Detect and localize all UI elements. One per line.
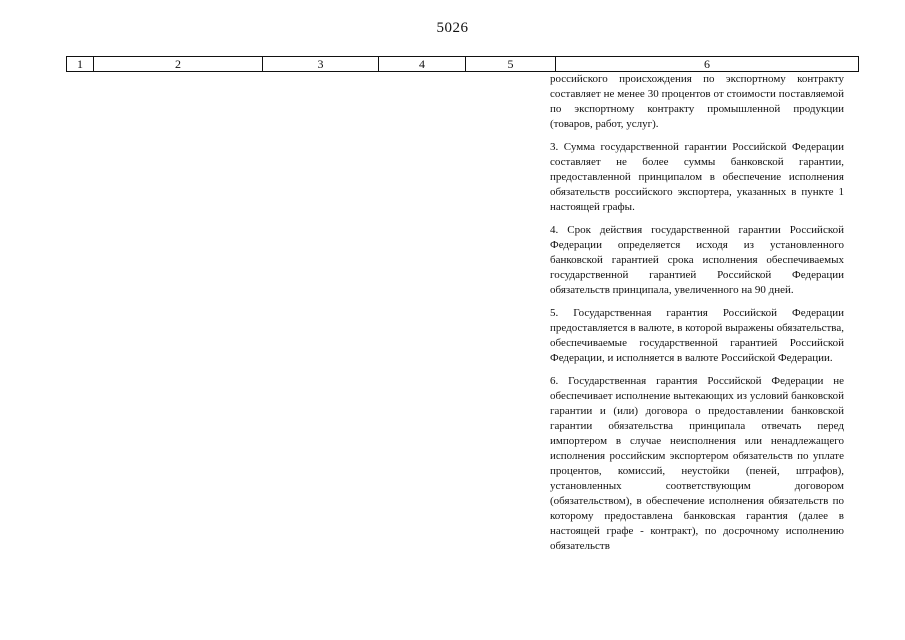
column-header-4: 4 <box>379 57 466 71</box>
table-header-row <box>66 56 859 72</box>
paragraph-continuation: российского происхождения по экспортному контракту составляет не менее 30 процентов от стоимости поставляемой по экспортному контракту промышленной продукции (товаров, работ, услуг). <box>550 73 844 130</box>
column-header-6: 6 <box>704 57 710 71</box>
column-header-1: 1 <box>67 57 94 71</box>
paragraph-4: 4. Срок действия государственной гарантии Российской Федерации определяется исходя из установленного банковской гарантией срока исполнения обеспечиваемых государственной гарантией Российской Федерации обязательств принципала, увеличенного на 90 дней. <box>550 224 844 296</box>
column-header-3: 3 <box>263 57 379 71</box>
column-6-text <box>550 72 844 562</box>
column-header-2: 2 <box>94 57 263 71</box>
paragraph-5: 5. Государственная гарантия Российской Федерации предоставляется в валюте, в которой выражены обязательства, обеспечиваемые государственной гарантией Российской Федерации, и исполняется в валюте Российской Федерации. <box>550 307 844 364</box>
page-number: 5026 <box>436 20 469 36</box>
column-header-5: 5 <box>466 57 556 71</box>
paragraph-3: 3. Сумма государственной гарантии Российской Федерации составляет не более суммы банковской гарантии, предоставленной принципалом в обеспечение исполнения обязательств российского экспортера, указанных в пункте 1 настоящей графы. <box>550 141 844 213</box>
paragraph-6: 6. Государственная гарантия Российской Федерации не обеспечивает исполнение вытекающих из условий банковской гарантии и (или) договора о предоставлении банковской гарантии обязательства принципала отвечать перед импортером в случае неисполнения или ненадлежащего исполнения российским экспортером обязательств по уплате процентов, комиссий, неустойки (пеней, штрафов), установленных соответствующим договором (обязательством), в обеспечение исполнения обязательств по которому предоставлена банковская гарантия (далее в настоящей графе - контракт), по досрочному исполнению обязательств <box>550 375 844 552</box>
